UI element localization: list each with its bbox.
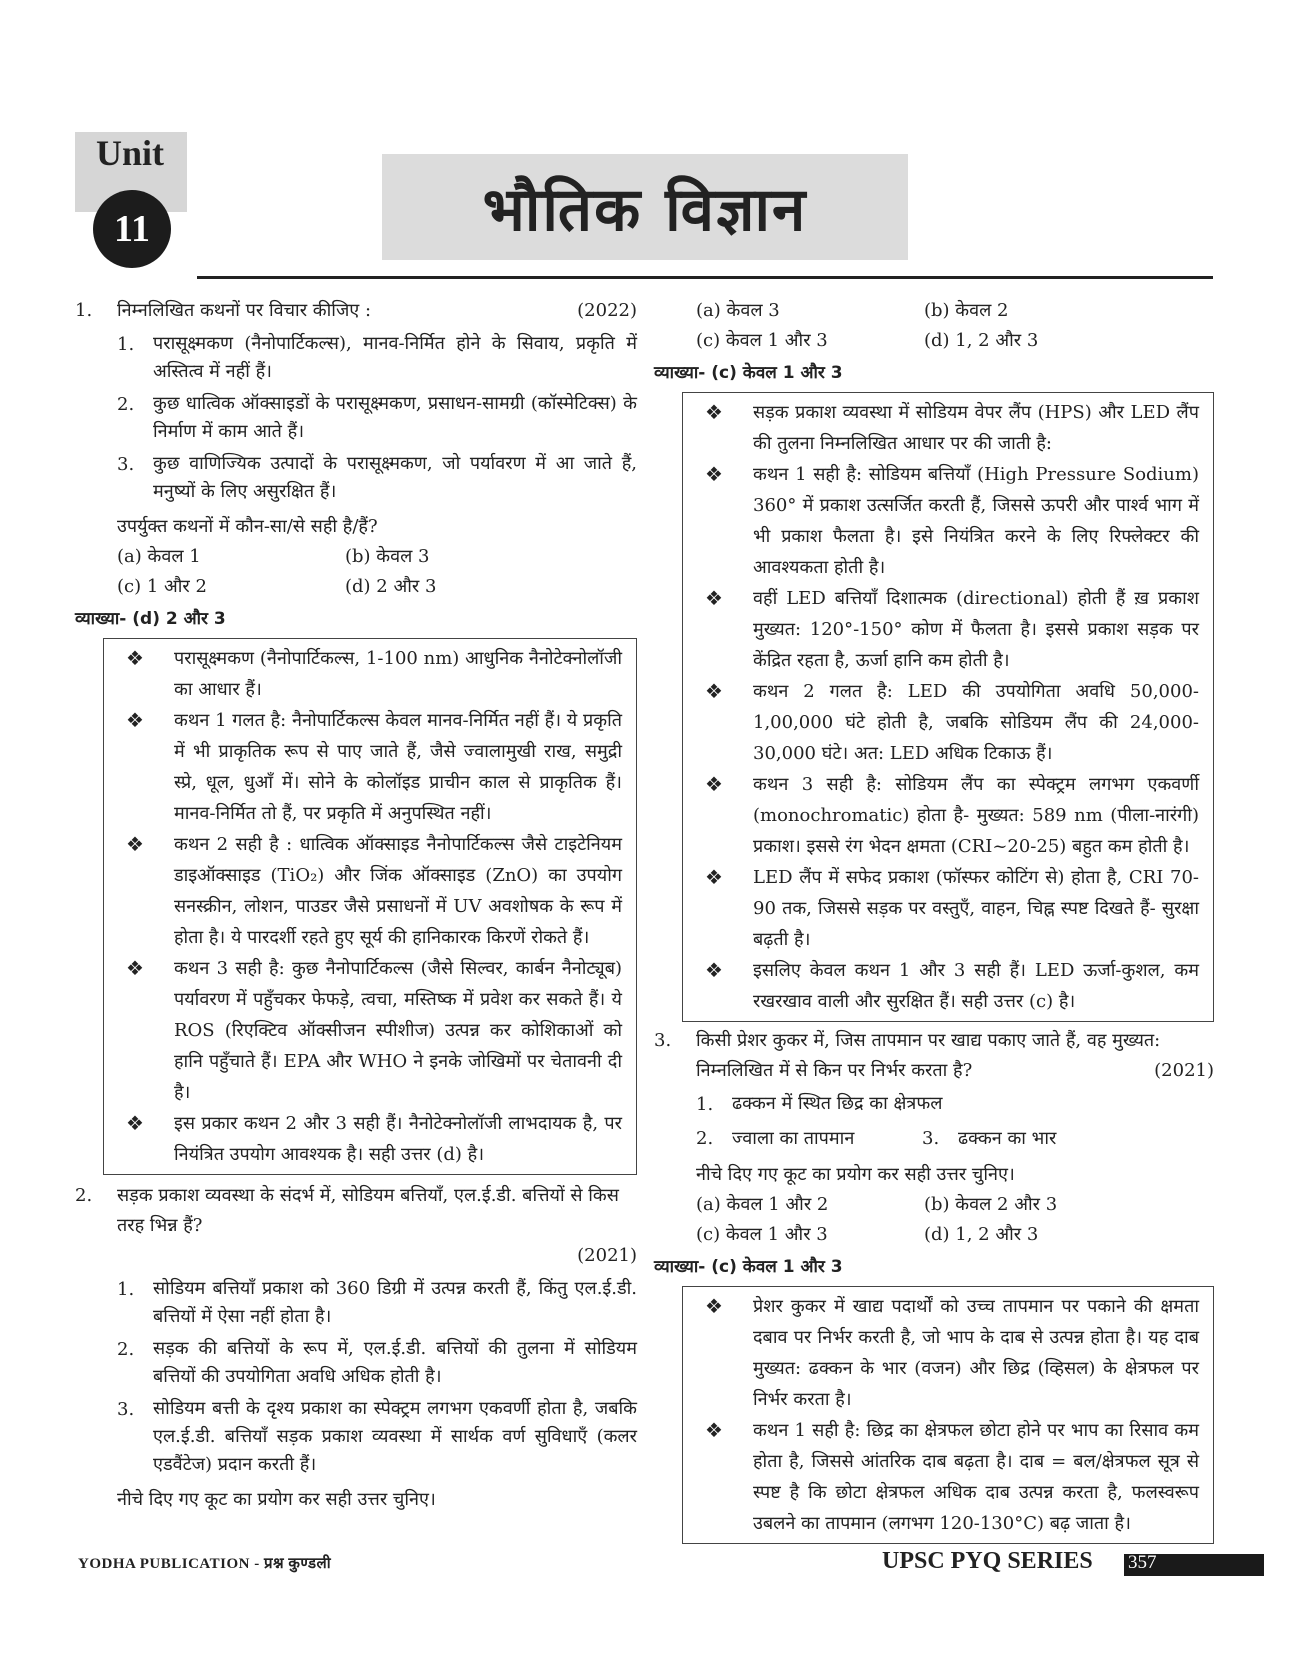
explanation-point: ❖ प्रेशर कुकर में खाद्य पदार्थों को उच्च तापमान पर पकाने की क्षमता दबाव पर निर्भर करती है, जो भाप के दाब से उत्पन्न होता है। यह दाब मुख्यत: ढक्कन के भार (वजन) और छिद्र (व्हिसल) के क्षेत्रफल पर निर्भर करता है।: [693, 1291, 1199, 1415]
diamond-bullet-icon: ❖: [705, 865, 723, 889]
statement: 2. सड़क की बत्तियों के रूप में, एल.ई.डी. बत्तियों की तुलना में सोडियम बत्तियों की उपयोगिता अवधि अधिक होती है।: [117, 1338, 637, 1387]
unit-label: Unit: [96, 133, 165, 173]
question-text: सड़क प्रकाश व्यवस्था के संदर्भ में, सोडियम बत्तियाँ, एल.ई.डी. बत्तियों से किस तरह भिन्न हैं?: [117, 1185, 619, 1236]
answer-line: व्याख्या- (c) केवल 1 और 3: [654, 1257, 843, 1277]
explanation-point: ❖ वहीं LED बत्तियाँ दिशात्मक (directional) होती हैं ख़ प्रकाश मुख्यत: 120°-150° कोण में फैलता है। इससे प्रकाश सड़क पर केंद्रित रहता है, ऊर्जा हानि कम होती है।: [693, 583, 1199, 676]
unit-number-badge: 11: [93, 190, 171, 268]
option-c: (c) केवल 1 और 3: [696, 1224, 828, 1245]
option-b: (b) केवल 3: [345, 546, 430, 567]
question-prompt: नीचे दिए गए कूट का प्रयोग कर सही उत्तर चुनिए।: [117, 1489, 436, 1510]
diamond-bullet-icon: ❖: [126, 646, 144, 670]
explanation-point: ❖ परासूक्ष्मकण (नैनोपार्टिकल्स, 1-100 nm) आधुनिक नैनोटेक्नोलॉजी का आधार हैं।: [114, 643, 622, 705]
option-d: (d) 2 और 3: [345, 576, 437, 597]
explanation-point: ❖ कथन 1 सही है: सोडियम बत्तियाँ (High Pressure Sodium) 360° में प्रकाश उत्सर्जित करती हैं, जिससे ऊपरी और पार्श्व भाग में भी प्रकाश फैलता है। इसे नियंत्रित करने के लिए रिफ्लेक्टर की आवश्यकता होती है।: [693, 459, 1199, 583]
option-b: (b) केवल 2: [924, 300, 1009, 321]
option-a: (a) केवल 3: [696, 300, 780, 321]
diamond-bullet-icon: ❖: [126, 956, 144, 980]
title-box: [382, 154, 908, 260]
page-number: 357: [1128, 1552, 1157, 1573]
explanation-point: ❖ कथन 1 सही है: छिद्र का क्षेत्रफल छोटा होने पर भाप का रिसाव कम होता है, जिससे आंतरिक दाब बढ़ता है। दाब = बल/क्षेत्रफल सूत्र से स्पष्ट है कि छोटा क्षेत्रफल अधिक दाब उत्पन्न करता है, फलस्वरूप उबलने का तापमान (लगभग 120-130°C) बढ़ जाता है।: [693, 1415, 1199, 1539]
option-c: (c) 1 और 2: [117, 576, 207, 597]
statement: 1. ढक्कन में स्थित छिद्र का क्षेत्रफल: [696, 1093, 943, 1115]
option-b: (b) केवल 2 और 3: [924, 1194, 1058, 1215]
option-a: (a) केवल 1: [117, 546, 201, 567]
series-footer: UPSC PYQ SERIES: [882, 1548, 1093, 1574]
option-d: (d) 1, 2 और 3: [924, 330, 1039, 351]
right-column: [654, 296, 1214, 1544]
explanation-point: ❖ कथन 3 सही है: कुछ नैनोपार्टिकल्स (जैसे सिल्वर, कार्बन नैनोट्यूब) पर्यावरण में पहुँचकर फेफड़े, त्वचा, मस्तिष्क में प्रवेश कर सकते हैं। ये ROS (रिएक्टिव ऑक्सीजन स्पीशीज) उत्पन्न कर कोशिकाओं को हानि पहुँचाते हैं। EPA और WHO ने इनके जोखिमों पर चेतावनी दी है।: [114, 953, 622, 1108]
statement: 1. सोडियम बत्तियाँ प्रकाश को 360 डिग्री में उत्पन्न करती हैं, किंतु एल.ई.डी. बत्तियों में ऐसा नहीं होता है।: [117, 1278, 637, 1327]
question-3: [654, 1026, 1214, 1086]
diamond-bullet-icon: ❖: [705, 958, 723, 982]
question-year: (2022): [577, 300, 637, 321]
header-rule: [197, 276, 1213, 279]
question-number: 3.: [654, 1030, 672, 1051]
explanation-point: ❖ कथन 3 सही है: सोडियम लैंप का स्पेक्ट्रम लगभग एकवर्णी (monochromatic) होता है- मुख्यत: 589 nm (पीला-नारंगी) प्रकाश। इससे रंग भेदन क्षमता (CRI~20-25) बहुत कम होती है।: [693, 769, 1199, 862]
explanation-point: ❖ सड़क प्रकाश व्यवस्था में सोडियम वेपर लैंप (HPS) और LED लैंप की तुलना निम्नलिखित आधार पर की जाती है:: [693, 397, 1199, 459]
explanation-box: [682, 1286, 1214, 1544]
diamond-bullet-icon: ❖: [126, 708, 144, 732]
publisher-footer: YODHA PUBLICATION - प्रश्न कुण्डली: [78, 1556, 332, 1572]
diamond-bullet-icon: ❖: [705, 679, 723, 703]
explanation-point: ❖ इसलिए केवल कथन 1 और 3 सही हैं। LED ऊर्जा-कुशल, कम रखरखाव वाली और सुरक्षित हैं। सही उत्तर (c) है।: [693, 955, 1199, 1017]
explanation-point: ❖ कथन 2 गलत है: LED की उपयोगिता अवधि 50,000-1,00,000 घंटे होती है, जबकि सोडियम लैंप की 24,000-30,000 घंटे। अत: LED अधिक टिकाऊ हैं।: [693, 676, 1199, 769]
diamond-bullet-icon: ❖: [705, 400, 723, 424]
question-number: 1.: [75, 300, 93, 321]
option-a: (a) केवल 1 और 2: [696, 1194, 829, 1215]
diamond-bullet-icon: ❖: [126, 1111, 144, 1135]
explanation-point: ❖ कथन 2 सही है : धात्विक ऑक्साइड नैनोपार्टिकल्स जैसे टाइटेनियम डाइऑक्साइड (TiO₂) और जिंक ऑक्साइड (ZnO) का उपयोग सनस्क्रीन, लोशन, पाउडर जैसे प्रसाधनों में UV अवशोषक के रूप में होता है। ये पारदर्शी रहते हुए सूर्य की हानिकारक किरणें रोकते हैं।: [114, 829, 622, 953]
explanation-point: ❖ कथन 1 गलत है: नैनोपार्टिकल्स केवल मानव-निर्मित नहीं हैं। ये प्रकृति में भी प्राकृतिक रूप से पाए जाते हैं, जैसे ज्वालामुखी राख, समुद्री स्प्रे, धूल, धुआँ में। सोने के कोलॉइड प्राचीन काल से प्राकृतिक हैं। मानव-निर्मित तो हैं, पर प्रकृति में अनुपस्थित नहीं।: [114, 705, 622, 829]
options: [654, 1190, 1214, 1250]
question-year: (2021): [1154, 1060, 1214, 1081]
question-1: [75, 296, 637, 326]
option-c: (c) केवल 1 और 3: [696, 330, 828, 351]
statement: 1. परासूक्ष्मकण (नैनोपार्टिकल्स), मानव-निर्मित होने के सिवाय, प्रकृति में अस्तित्व में नहीं हैं।: [117, 333, 637, 382]
answer-line: व्याख्या- (c) केवल 1 और 3: [654, 363, 843, 383]
statement: 3. कुछ वाणिज्यिक उत्पादों के परासूक्ष्मकण, जो पर्यावरण में आ जाते हैं, मनुष्यों के लिए असुरक्षित हैं।: [117, 453, 637, 502]
question-2: [75, 1181, 637, 1241]
question-text: निम्नलिखित कथनों पर विचार कीजिए :: [117, 300, 372, 321]
explanation-point: ❖ इस प्रकार कथन 2 और 3 सही हैं। नैनोटेक्नोलॉजी लाभदायक है, पर नियंत्रित उपयोग आवश्यक है। सही उत्तर (d) है।: [114, 1108, 622, 1170]
options: [654, 296, 1214, 356]
option-d: (d) 1, 2 और 3: [924, 1224, 1039, 1245]
left-column: [75, 296, 637, 1515]
diamond-bullet-icon: ❖: [705, 1294, 723, 1318]
answer-line: व्याख्या- (d) 2 और 3: [75, 609, 226, 629]
explanation-point: ❖ LED लैंप में सफेद प्रकाश (फॉस्फर कोटिंग से) होता है, CRI 70-90 तक, जिससे सड़क पर वस्तुएँ, वाहन, चिह्न स्पष्ट दिखते हैं- सुरक्षा बढ़ती है।: [693, 862, 1199, 955]
question-prompt: उपर्युक्त कथनों में कौन-सा/से सही है/हैं?: [117, 516, 378, 537]
page-title: भौतिक विज्ञान: [482, 175, 808, 245]
statement: 3. सोडियम बत्ती के दृश्य प्रकाश का स्पेक्ट्रम लगभग एकवर्णी होता है, जबकि एल.ई.डी. बत्तियाँ सड़क प्रकाश व्यवस्था में सार्थक वर्ण सुविधाएँ (कलर एडवैंटेज) प्रदान करती हैं।: [117, 1398, 637, 1475]
question-number: 2.: [75, 1185, 93, 1206]
statement: 2. कुछ धात्विक ऑक्साइडों के परासूक्ष्मकण, प्रसाधन-सामग्री (कॉस्मेटिक्स) के निर्माण में काम आते हैं।: [117, 393, 637, 442]
question-year: (2021): [577, 1245, 637, 1266]
diamond-bullet-icon: ❖: [705, 462, 723, 486]
diamond-bullet-icon: ❖: [705, 772, 723, 796]
explanation-box: [682, 392, 1214, 1022]
statement-row: 2. ज्वाला का तापमान 3. ढक्कन का भार: [696, 1128, 1057, 1149]
diamond-bullet-icon: ❖: [126, 832, 144, 856]
diamond-bullet-icon: ❖: [705, 586, 723, 610]
diamond-bullet-icon: ❖: [705, 1418, 723, 1442]
options: [75, 542, 637, 602]
question-prompt: नीचे दिए गए कूट का प्रयोग कर सही उत्तर चुनिए।: [696, 1164, 1015, 1185]
question-text: किसी प्रेशर कुकर में, जिस तापमान पर खाद्य पकाए जाते हैं, वह मुख्यत: निम्नलिखित में से किन पर निर्भर करता है?: [696, 1030, 1161, 1081]
explanation-box: [103, 638, 637, 1175]
